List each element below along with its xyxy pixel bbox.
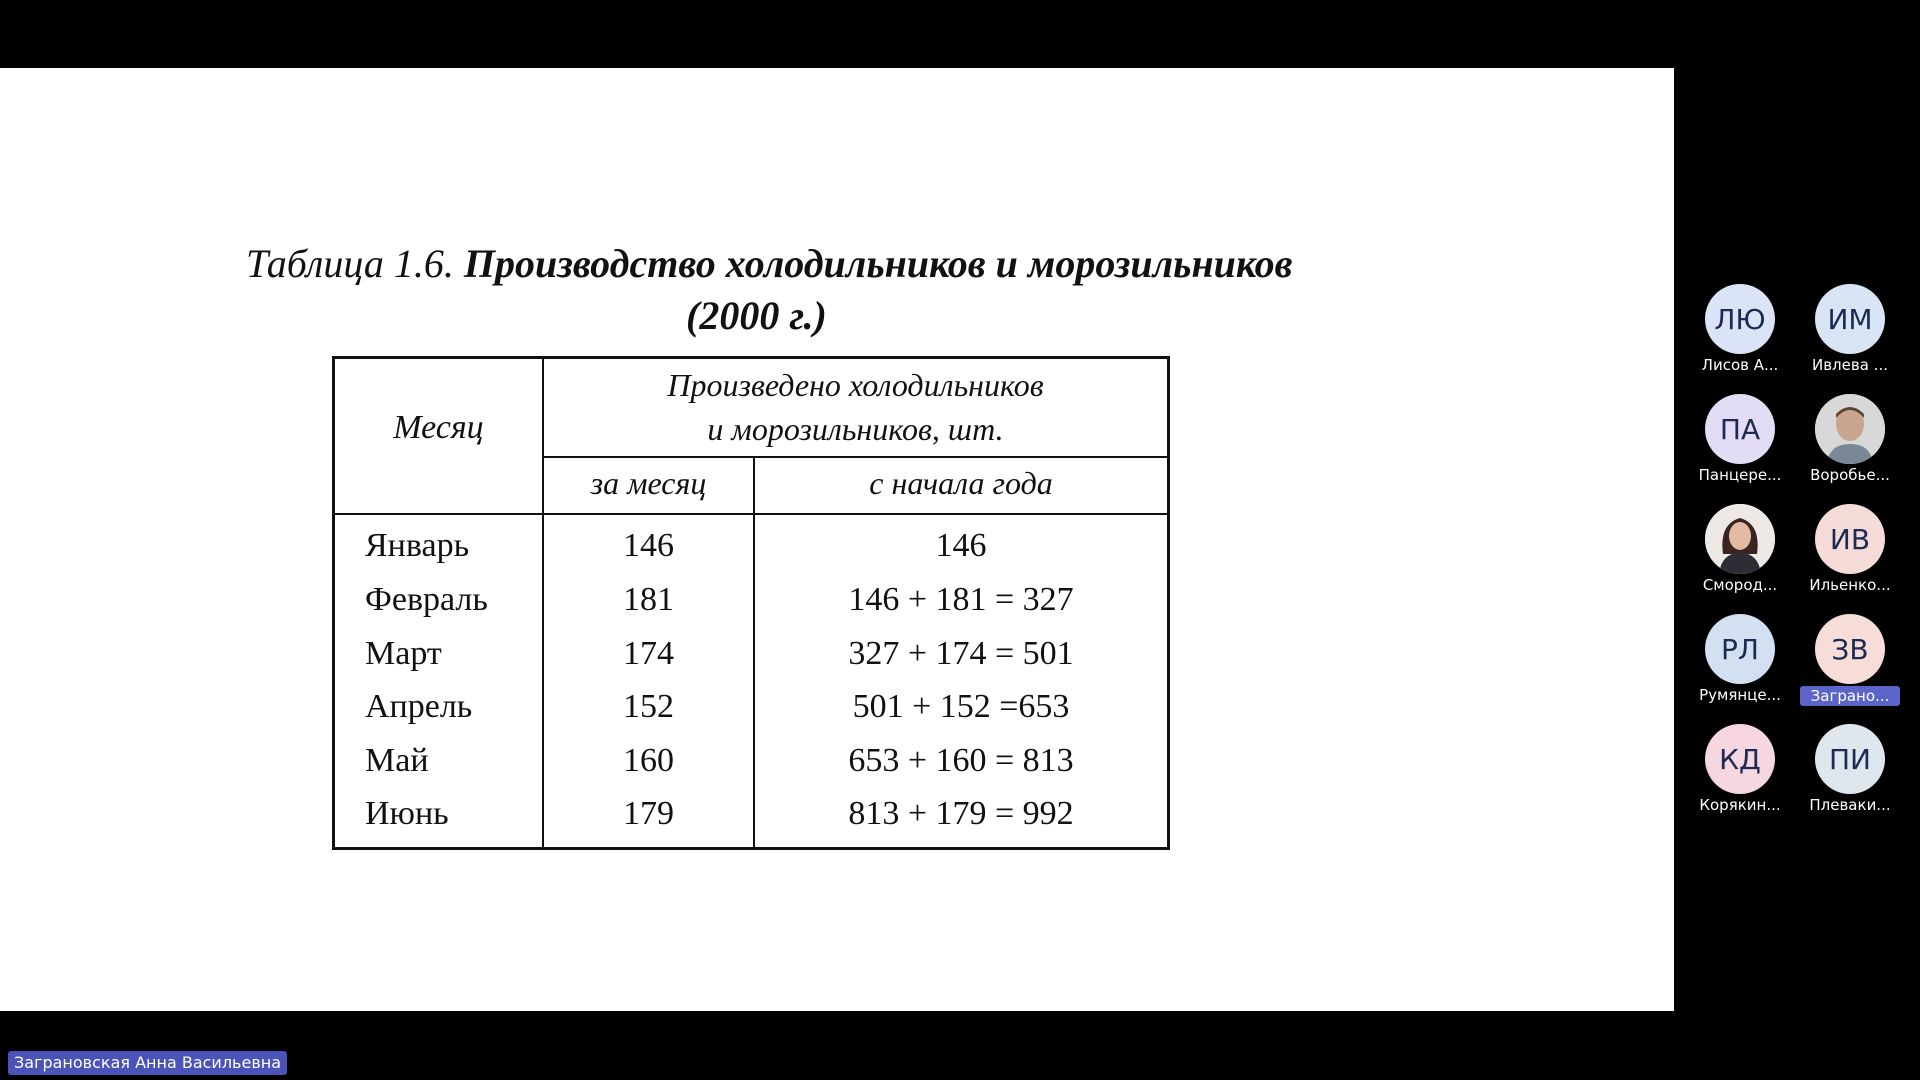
participant-name: Корякин...	[1699, 796, 1781, 814]
participant-name: Плеваки...	[1809, 796, 1891, 814]
cell-monthly: 181	[623, 581, 674, 618]
participant-name: Румянце...	[1699, 686, 1781, 704]
user-photo-icon	[1815, 394, 1885, 464]
participant-tile[interactable]	[1800, 284, 1900, 374]
table-divider	[544, 456, 1167, 458]
participant-name: Заграно...	[1800, 686, 1900, 706]
header-group-line1: Произведено холодильников	[667, 367, 1044, 403]
user-photo-icon	[1705, 504, 1775, 574]
cell-monthly: 174	[623, 635, 674, 672]
presenter-name-label: Заграновская Анна Васильевна	[8, 1051, 287, 1075]
cell-cumulative: 146 + 181 = 327	[848, 581, 1074, 618]
shared-screen-slide	[0, 68, 1674, 1011]
avatar: ИМ	[1815, 284, 1885, 354]
participant-name: Ильенко...	[1809, 576, 1891, 594]
participant-name: Панцере...	[1698, 466, 1782, 484]
cell-month: Апрель	[365, 688, 473, 725]
avatar: ПИ	[1815, 724, 1885, 794]
table-caption	[246, 240, 1293, 287]
cell-month: Июнь	[365, 795, 449, 832]
avatar: ЗВ	[1815, 614, 1885, 684]
avatar: ИВ	[1815, 504, 1885, 574]
header-month: Месяц	[393, 409, 484, 446]
participant-name: Лисов А...	[1701, 356, 1779, 374]
cell-monthly: 146	[623, 527, 674, 564]
cell-cumulative: 813 + 179 = 992	[848, 795, 1074, 832]
header-cumulative: с начала года	[869, 465, 1053, 501]
cell-monthly: 160	[623, 742, 674, 779]
production-table	[332, 356, 1170, 850]
cell-cumulative: 501 + 152 =653	[852, 688, 1070, 725]
avatar	[1815, 394, 1885, 464]
avatar	[1705, 504, 1775, 574]
participant-tile[interactable]	[1800, 724, 1900, 814]
participant-tile-active-speaker[interactable]	[1800, 614, 1900, 706]
participant-tile[interactable]	[1690, 724, 1790, 814]
participant-tile[interactable]	[1690, 614, 1790, 704]
caption-lead: Таблица 1.6.	[246, 241, 454, 286]
table-divider	[335, 513, 1167, 515]
cell-month: Март	[365, 635, 442, 672]
cell-month: Февраль	[365, 581, 488, 618]
participant-tile[interactable]	[1800, 504, 1900, 594]
caption-title: Производство холодильников и морозильников	[463, 241, 1293, 286]
participant-name: Ивлева ...	[1812, 356, 1888, 374]
participant-name: Смород...	[1702, 576, 1778, 594]
avatar: КД	[1705, 724, 1775, 794]
participant-tile[interactable]	[1690, 394, 1790, 484]
cell-monthly: 152	[623, 688, 674, 725]
avatar: ПА	[1705, 394, 1775, 464]
avatar: ЛЮ	[1705, 284, 1775, 354]
participant-tile[interactable]	[1800, 394, 1900, 484]
participant-tile[interactable]	[1690, 284, 1790, 374]
header-group-line2: и морозильников, шт.	[707, 411, 1004, 447]
cell-month: Январь	[365, 527, 470, 564]
header-monthly: за месяц	[590, 465, 707, 501]
cell-month: Май	[365, 742, 429, 779]
participant-tile[interactable]	[1690, 504, 1790, 594]
avatar: РЛ	[1705, 614, 1775, 684]
participant-name: Воробье...	[1810, 466, 1890, 484]
caption-year: (2000 г.)	[686, 293, 827, 338]
cell-cumulative: 146	[935, 527, 987, 564]
cell-cumulative: 653 + 160 = 813	[848, 742, 1074, 779]
cell-cumulative: 327 + 174 = 501	[848, 635, 1074, 672]
cell-monthly: 179	[623, 795, 674, 832]
